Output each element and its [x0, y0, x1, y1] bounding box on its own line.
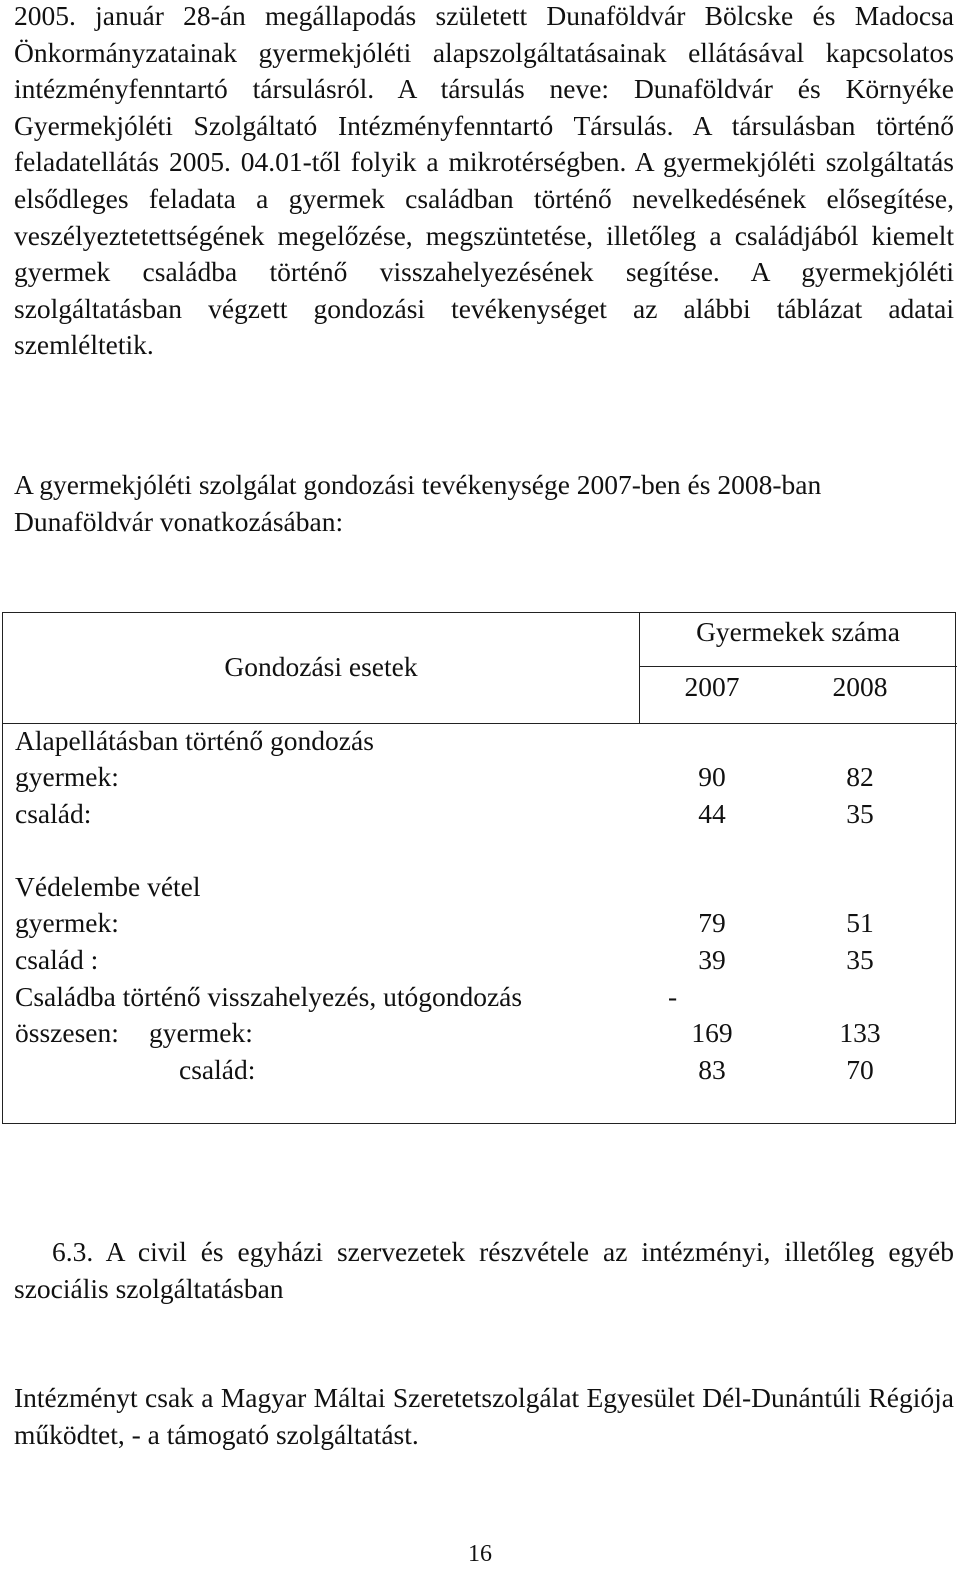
row-value-2007: 39: [698, 944, 726, 975]
row-value-2008: 82: [846, 761, 874, 792]
row-value-2007: 90: [698, 761, 726, 792]
page-number: 16: [468, 1541, 492, 1567]
row-value-2008: 35: [846, 944, 874, 975]
row-label: család:: [15, 798, 92, 829]
intro-paragraph: 2005. január 28-án megállapodás született Dunaföldvár Bölcske és Madocsa Önkormányzatainak gyermekjóléti alapszolgáltatásainak ellátásával kapcsolatos intézményfenntartó társulásról. A társulás neve: Dunaföldvár és Környéke Gyermekjóléti Szolgáltató Intézményfenntartó Társulás. A társulásban történő feladatellátás 2005. 04.01-től folyik a mikrotérségben. A gyermekjóléti szolgáltatás elsődleges feladata a gyermek családban történő nevelkedésének elősegítése, veszélyeztetettségének megelőzése, megszüntetése, illetőleg a családjából kiemelt gyermek családba történő visszahelyezésének segítése. A gyermekjóléti szolgáltatásban végzett gondozási tevékenységet az alábbi táblázat adatai szemléltetik.: [14, 0, 954, 361]
row-label-reintegration: Családba történő visszahelyezés, utógondozás: [15, 981, 523, 1012]
header-year-2007: 2007: [684, 671, 740, 702]
row-value-2007: 83: [698, 1054, 726, 1085]
header-children-count: Gyermekek száma: [696, 616, 900, 647]
row-value-2007: -: [668, 981, 678, 1012]
row-value-2008: 35: [846, 798, 874, 829]
total-label: összesen:: [15, 1017, 119, 1048]
row-value-2007: 44: [698, 798, 726, 829]
section-heading-6-3: 6.3. A civil és egyházi szervezetek részvétele az intézményi, illetőleg egyéb szociális szolgáltatásban: [14, 1236, 954, 1304]
care-activity-table: [2, 612, 956, 1124]
row-label: család :: [15, 944, 99, 975]
row-label: család:: [179, 1054, 256, 1085]
row-label: gyermek:: [149, 1017, 253, 1048]
row-label: gyermek:: [15, 907, 119, 938]
section-title-protection: Védelembe vétel: [15, 871, 201, 902]
row-value-2008: 51: [846, 907, 874, 938]
row-value-2008: 133: [839, 1017, 881, 1048]
header-year-2008: 2008: [832, 671, 888, 702]
section-title-basic-care: Alapellátásban történő gondozás: [15, 725, 374, 756]
row-value-2007: 169: [691, 1017, 733, 1048]
header-cases: Gondozási esetek: [224, 651, 418, 682]
header-divider-years: [639, 666, 957, 667]
row-label: gyermek:: [15, 761, 119, 792]
closing-paragraph: Intézményt csak a Magyar Máltai Szeretetszolgálat Egyesület Dél-Dunántúli Régiója működtet, - a támogató szolgáltatást.: [14, 1382, 954, 1450]
row-value-2007: 79: [698, 907, 726, 938]
row-value-2008: 70: [846, 1054, 874, 1085]
table-caption: A gyermekjóléti szolgálat gondozási tevékenysége 2007-ben és 2008-ban Dunaföldvár vonatkozásában:: [14, 469, 822, 537]
